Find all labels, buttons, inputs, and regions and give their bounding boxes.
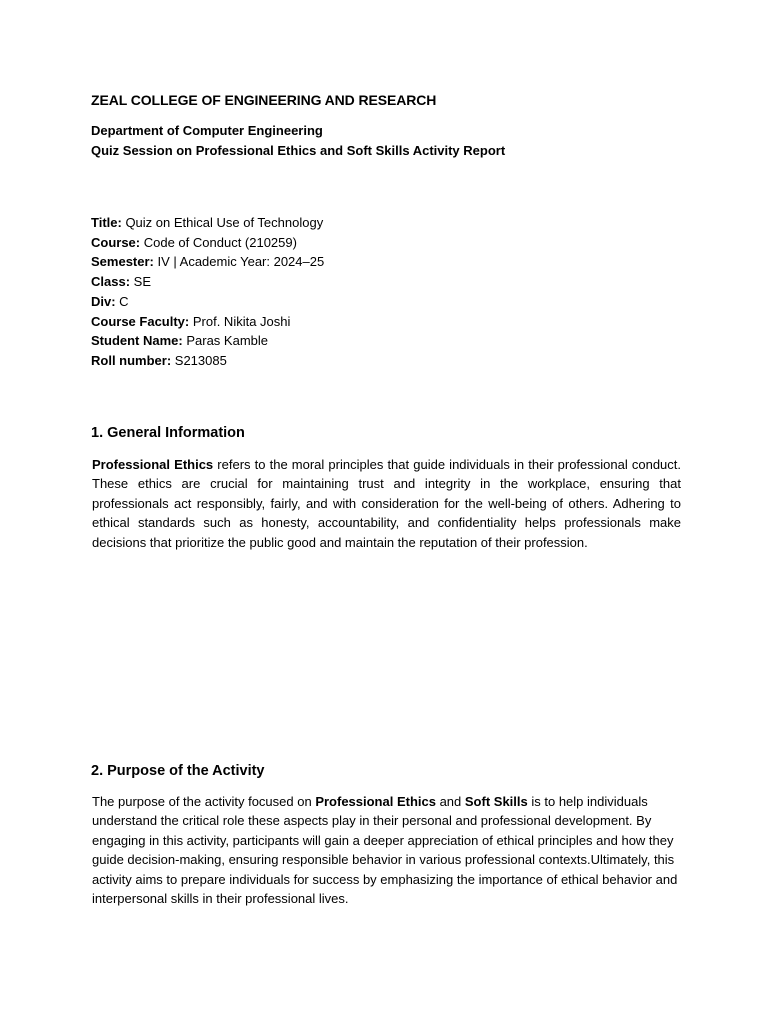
detail-value: SE [130, 274, 151, 290]
bold-term: Professional Ethics [92, 457, 214, 472]
detail-value: C [115, 293, 129, 309]
college-name: ZEAL COLLEGE OF ENGINEERING AND RESEARCH [91, 92, 437, 108]
section-heading-general: 1. General Information [91, 425, 245, 441]
detail-faculty [91, 312, 324, 332]
detail-roll [91, 351, 324, 371]
detail-value: Prof. Nikita Joshi [189, 313, 291, 329]
detail-value: Quiz on Ethical Use of Technology [121, 215, 324, 230]
detail-label: Course: [91, 234, 141, 250]
detail-class [91, 272, 324, 292]
department-name: Department of Computer Engineering [91, 123, 323, 138]
detail-label: Student Name: [91, 333, 183, 349]
detail-label: Class: [91, 274, 131, 290]
purpose-paragraph [92, 792, 681, 908]
bold-term: Professional Ethics [315, 794, 436, 809]
general-info-paragraph [92, 455, 681, 552]
detail-student [91, 331, 324, 351]
detail-value: Paras Kamble [182, 333, 268, 349]
detail-div [91, 292, 324, 312]
detail-course [91, 233, 324, 253]
bold-term: Soft Skills [464, 794, 528, 809]
detail-value: IV | Academic Year: 2024–25 [153, 254, 325, 270]
detail-value: Code of Conduct (210259) [140, 234, 297, 250]
detail-label: Title: [91, 215, 122, 230]
paragraph-text: is to help individuals understand the critical role these aspects play in their personal and professional development. By engaging in this activity, participants will gain a deeper appreciation of ethical principles and how they guide decision-making, ensuring responsible behavior in various professional contexts.Ultimately, this activity aims to prepare individuals for success by emphasizing the importance of ethical behavior and interpersonal skills in their professional lives. [92, 794, 678, 907]
report-title: Quiz Session on Professional Ethics and Soft Skills Activity Report [91, 143, 506, 158]
paragraph-text: and [435, 794, 465, 809]
section-heading-purpose: 2. Purpose of the Activity [91, 763, 265, 779]
report-details [91, 213, 324, 371]
detail-title [91, 213, 324, 233]
detail-label: Div: [91, 293, 116, 309]
detail-label: Course Faculty: [91, 313, 190, 329]
detail-label: Semester: [91, 254, 154, 270]
paragraph-text: The purpose of the activity focused on [92, 794, 316, 809]
paragraph-text: refers to the moral principles that guide individuals in their professional conduct. These ethics are crucial for maintaining trust and integrity in the workplace, ensuring that professionals act responsibly, fairly, and with consideration for the well-being of others. Adhering to ethical standards such as honesty, accountability, and confidentiality helps professionals make decisions that prioritize the public good and maintain the reputation of their profession. [92, 457, 682, 550]
detail-label: Roll number: [91, 352, 172, 368]
detail-semester [91, 252, 324, 272]
detail-value: S213085 [171, 352, 227, 368]
